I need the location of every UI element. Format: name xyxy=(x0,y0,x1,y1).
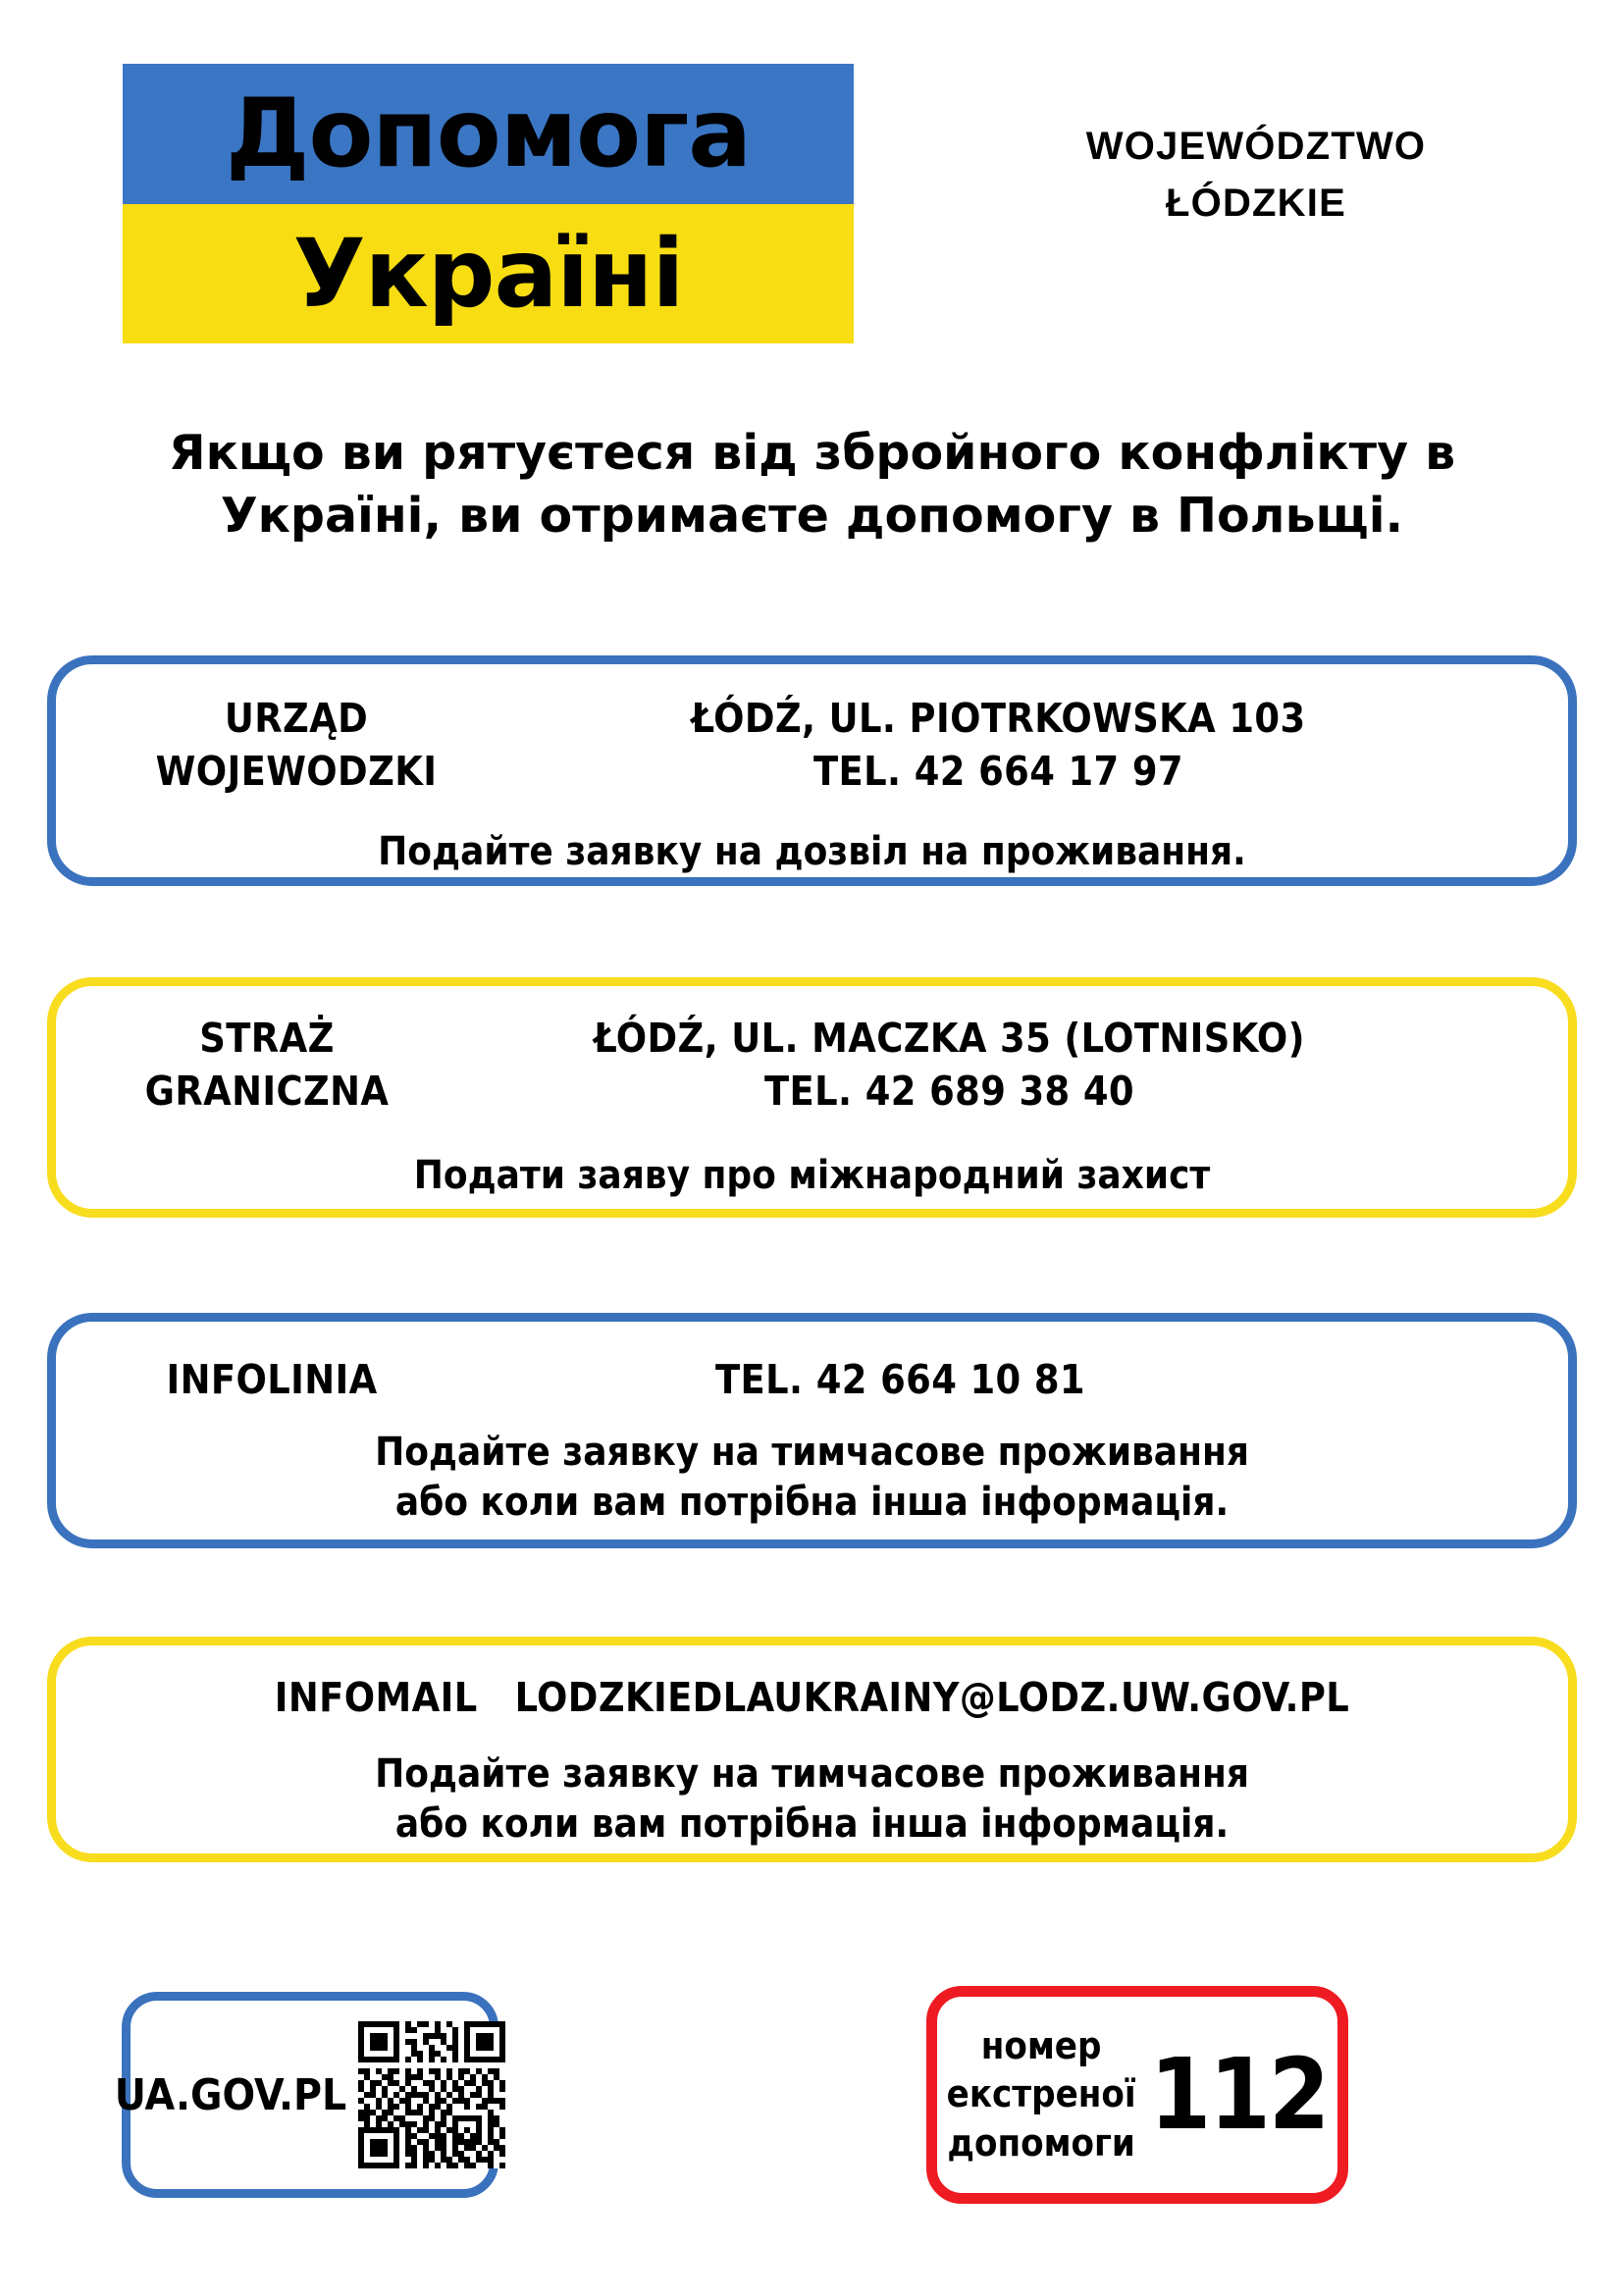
box-straz-phone: TEL. 42 689 38 40 xyxy=(763,1068,1134,1116)
box-urzad-phone: TEL. 42 664 17 97 xyxy=(812,748,1183,796)
box-infolinia-label-line1: INFOLINIA xyxy=(166,1356,378,1403)
emergency-number-value: 112 xyxy=(1149,2037,1329,2152)
emergency-number-box xyxy=(926,1986,1348,2204)
box-urzad-detail xyxy=(537,692,1568,798)
qr-code-icon[interactable] xyxy=(358,2021,505,2168)
box-infomail-label xyxy=(275,1671,478,1724)
box-infomail-note-line2: або коли вам потрібна інша інформація. xyxy=(394,1801,1230,1848)
website-url-label: UA.GOV.PL xyxy=(114,2069,347,2120)
box-urzad-label-line2: WOJEWODZKI xyxy=(155,748,438,796)
box-infomail-email: LODZKIEDLAUKRAINY@LODZ.UW.GOV.PL xyxy=(514,1674,1350,1721)
flag-band-blue xyxy=(123,64,854,204)
box-urzad-top xyxy=(56,664,1568,798)
box-straz-label xyxy=(56,1012,478,1118)
box-straz-top xyxy=(56,986,1568,1118)
info-box-straz-graniczna xyxy=(47,977,1577,1218)
box-infolinia-top xyxy=(56,1322,1568,1406)
box-infomail-top xyxy=(56,1645,1568,1724)
emergency-label-line2: екстреної xyxy=(946,2072,1136,2116)
region-title xyxy=(981,118,1531,232)
info-box-urzad-wojewodzki xyxy=(47,655,1577,886)
poster-header xyxy=(0,0,1624,348)
box-urzad-note xyxy=(56,827,1568,877)
box-straz-note-line1: Подати заяву про міжнародний захист xyxy=(413,1153,1211,1199)
box-infolinia-detail xyxy=(488,1353,1568,1406)
box-infomail-note xyxy=(56,1749,1568,1850)
box-straz-label-line2: GRANICZNA xyxy=(144,1068,390,1116)
box-infolinia-phone: TEL. 42 664 10 81 xyxy=(714,1356,1085,1403)
flag-band-yellow xyxy=(123,204,854,344)
region-title-line1: WOJEWÓDZTWO xyxy=(1085,125,1427,168)
ukraine-flag-banner xyxy=(123,64,854,343)
box-urzad-label-line1: URZĄD xyxy=(224,695,369,742)
box-urzad-label xyxy=(56,692,537,798)
intro-line2: Україні, ви отримаєте допомогу в Польщі. xyxy=(220,487,1404,544)
box-infolinia-note-line1: Подайте заявку на тимчасове проживання xyxy=(375,1430,1249,1476)
box-straz-detail xyxy=(478,1012,1568,1118)
box-infomail-detail xyxy=(515,1671,1350,1724)
emergency-label-line3: допомоги xyxy=(947,2120,1135,2165)
box-straz-label-line1: STRAŻ xyxy=(199,1015,335,1062)
website-box[interactable] xyxy=(114,1992,498,2198)
info-box-infomail xyxy=(47,1637,1577,1862)
box-infomail-note-line1: Подайте заявку на тимчасове проживання xyxy=(375,1751,1249,1798)
box-straz-address: ŁÓDŹ, UL. MACZKA 35 (LOTNISKO) xyxy=(594,1015,1305,1062)
intro-paragraph xyxy=(93,422,1531,547)
box-urzad-note-line1: Подайте заявку на дозвіл на проживання. xyxy=(378,829,1246,875)
emergency-label-line1: номер xyxy=(980,2023,1102,2067)
box-straz-note xyxy=(56,1151,1568,1201)
emergency-label xyxy=(947,2022,1136,2167)
box-urzad-address: ŁÓDŹ, UL. PIOTRKOWSKA 103 xyxy=(691,695,1306,742)
info-box-infolinia xyxy=(47,1313,1577,1548)
region-title-line2: ŁÓDZKIE xyxy=(1166,182,1346,225)
flag-title-line1: Допомога xyxy=(225,78,752,189)
box-infolinia-note xyxy=(56,1428,1568,1528)
box-infolinia-note-line2: або коли вам потрібна інша інформація. xyxy=(394,1480,1230,1526)
intro-line1: Якщо ви рятуєтеся від збройного конфлікту в xyxy=(168,425,1456,481)
box-infomail-label-line1: INFOMAIL xyxy=(274,1674,478,1721)
box-infolinia-label xyxy=(56,1353,488,1406)
flag-title-line2: Україні xyxy=(292,218,684,329)
